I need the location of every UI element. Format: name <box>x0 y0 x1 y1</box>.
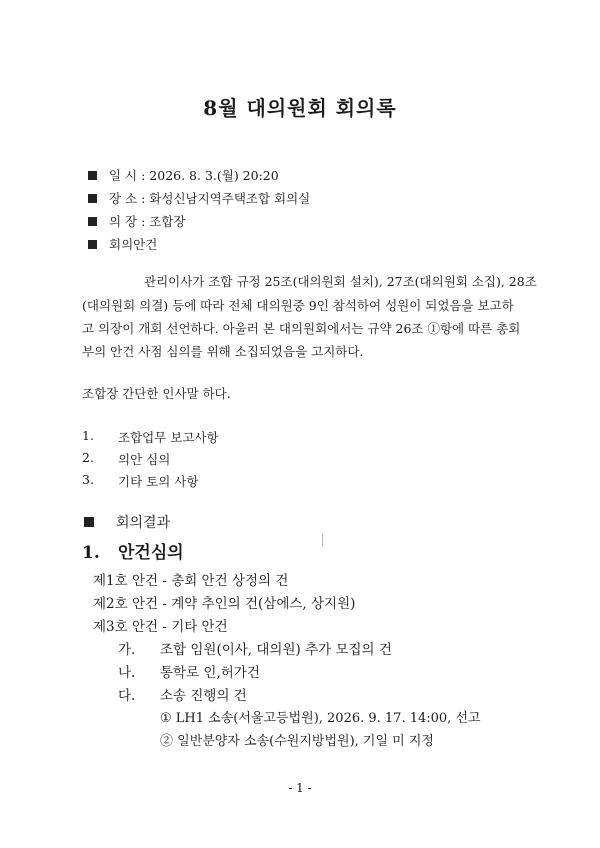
agenda-item: 기타 토의 사항 <box>118 474 199 489</box>
info-row-agenda <box>88 235 157 253</box>
page-number: - 1 - <box>288 781 312 795</box>
paragraph-line: (대의원회 의결) 등에 따라 전체 대의원중 9인 참석하여 성원이 되었음을 보고하 <box>82 298 514 313</box>
agenda-item-1: 제1호 안건 - 총회 안건 상정의 건 <box>93 573 289 589</box>
greeting-text: 조합장 간단한 인사말 하다. <box>82 386 231 401</box>
section-title: 안건심의 <box>118 543 184 563</box>
subitem-text: 통학로 인,허가건 <box>160 665 260 681</box>
agenda-item: 조합업무 보고사항 <box>118 430 219 445</box>
square-bullet-icon <box>88 194 97 203</box>
subitem-mark: 가. <box>118 642 136 658</box>
subitem-mark: 나. <box>118 665 136 681</box>
lawsuit-item-1: ① LH1 소송(서울고등법원), 2026. 9. 17. 14:00, 선고 <box>160 711 481 726</box>
info-label: 의 장 <box>109 214 138 229</box>
agenda-number: 1. <box>82 428 94 443</box>
square-bullet-icon <box>88 217 97 226</box>
info-row-datetime: 일 시 : 2026. 8. 3.(월) 20:20 <box>88 166 279 184</box>
lawsuit-item-2: ② 일반분양자 소송(수원지방법원), 기일 미 지정 <box>160 734 434 749</box>
agenda-number: 2. <box>82 450 94 465</box>
agenda-item-2: 제2호 안건 - 계약 추인의 건(삼에스, 상지원) <box>93 596 356 612</box>
info-row-place: 장 소 : 화성신남지역주택조합 회의실 <box>88 189 310 207</box>
section-heading <box>82 538 184 563</box>
square-bullet-icon <box>88 171 97 180</box>
info-value: 회의안건 <box>109 237 158 252</box>
square-bullet-icon <box>84 517 94 527</box>
section-number: 1. <box>82 543 100 563</box>
agenda-item: 의안 심의 <box>118 452 171 467</box>
document-title: 8월 대의원회 회의록 <box>203 96 397 120</box>
results-heading <box>84 512 170 532</box>
results-heading-label: 회의결과 <box>116 515 171 531</box>
info-value: 2026. 8. 3.(월) 20:20 <box>149 168 279 183</box>
info-value: 화성신남지역주택조합 회의실 <box>149 191 311 206</box>
cursor-mark <box>322 534 323 546</box>
agenda-item-3: 제3호 안건 - 기타 안건 <box>93 619 228 635</box>
info-value: 조합장 <box>149 214 186 229</box>
info-label: 일 시 <box>109 168 138 183</box>
paragraph-line: 관리이사가 조합 규정 25조(대의원회 설치), 27조(대의원회 소집), 28조 <box>144 274 537 289</box>
agenda-number: 3. <box>82 472 94 487</box>
subitem-text: 조합 임원(이사, 대의원) 추가 모집의 건 <box>160 642 392 658</box>
subitem-text: 소송 진행의 건 <box>160 688 247 704</box>
info-label: 장 소 <box>109 191 138 206</box>
subitem-mark: 다. <box>118 688 136 704</box>
paragraph-line: 고 의장이 개회 선언하다. 아울러 본 대의원회에서는 규약 26조 ①항에 따른 총회 <box>82 321 521 336</box>
square-bullet-icon <box>88 240 97 249</box>
info-row-chair: 의 장 : 조합장 <box>88 212 186 230</box>
paragraph-line: 부의 안건 사점 심의를 위해 소집되었음을 고지하다. <box>82 344 364 359</box>
